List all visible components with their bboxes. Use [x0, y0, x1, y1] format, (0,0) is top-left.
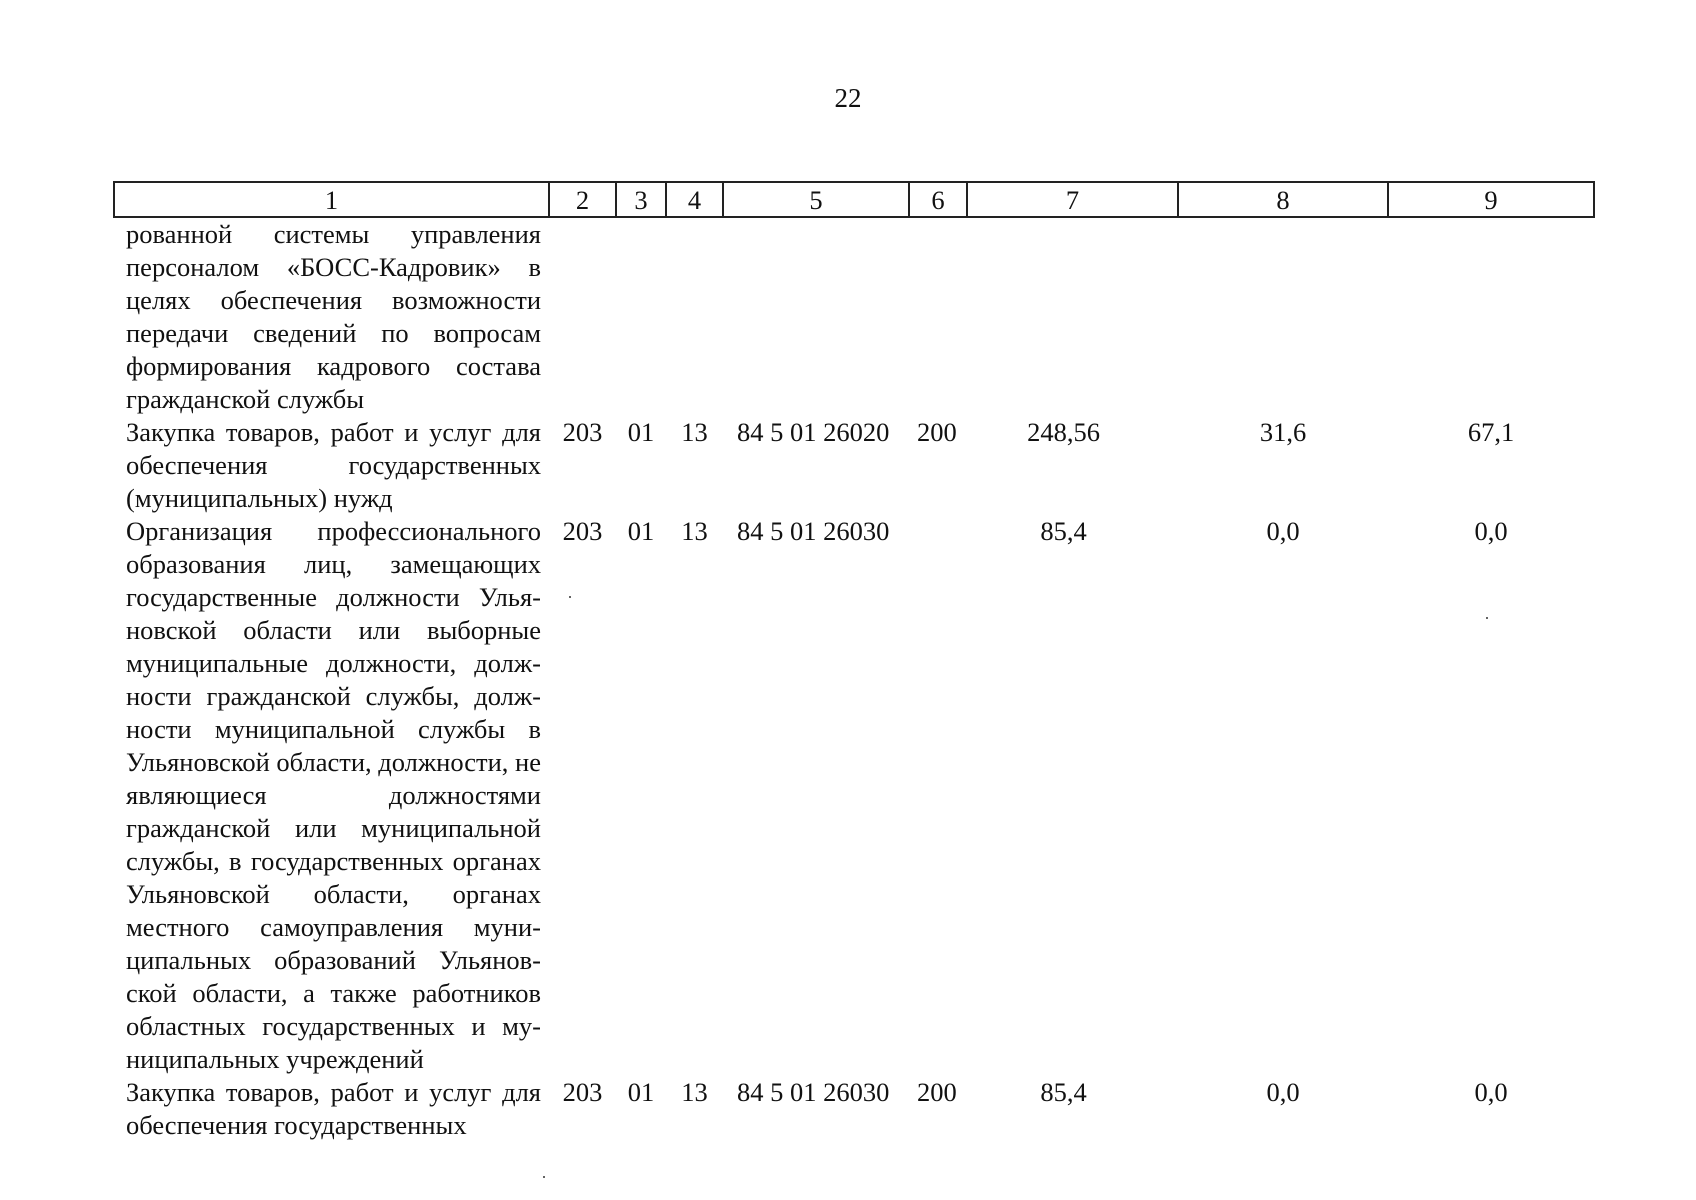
column-header-2: 2	[549, 182, 616, 217]
cell-section: 01	[627, 516, 655, 546]
column-header-4: 4	[666, 182, 723, 217]
cell-amount-col8: 31,6	[1259, 417, 1307, 447]
cell-section	[616, 217, 666, 416]
cell-target-article: 84 5 01 26030	[737, 516, 890, 546]
column-header-5: 5	[723, 182, 909, 217]
cell-amount-col9: 0,0	[1474, 1077, 1508, 1107]
row-description: Организация профессионального образования лиц, замещающих государственные должности Ульяновской области или выборные муниципальные должности, должности гражданской службы, должности муниципальной службы в Ульяновской области, должности, не являющиеся должностями гражданской или муниципальной службы, в государственных органах Ульяновской области, органах местного самоуправления муниципальных образований Ульяновской области, а также работников областных государственных и муниципальных учреждений	[126, 516, 541, 1074]
cell-amount-col7	[967, 217, 1178, 416]
cell-expense-type: 200	[917, 1077, 957, 1107]
cell-subsection: 13	[681, 417, 708, 447]
cell-expense-type: 200	[917, 417, 957, 447]
cell-amount-col9: 0,0	[1474, 516, 1508, 546]
table-header-row	[114, 182, 1594, 217]
table-row	[114, 515, 1594, 1076]
cell-admin-code: 203	[562, 1077, 603, 1107]
scan-speck	[543, 1176, 545, 1178]
scan-speck	[569, 596, 571, 598]
column-header-8: 8	[1178, 182, 1388, 217]
cell-amount-col8: 0,0	[1266, 1077, 1300, 1107]
cell-target-article: 84 5 01 26020	[737, 417, 890, 447]
row-description: Закупка товаров, работ и услуг для обеспечения государственных	[126, 1077, 541, 1140]
cell-admin-code: 203	[562, 516, 603, 546]
cell-subsection	[666, 217, 723, 416]
page-number: 22	[834, 83, 862, 113]
row-description: Закупка товаров, работ и услуг для обеспечения государственных (муниципальных) нужд	[126, 417, 541, 513]
cell-amount-col9: 67,1	[1467, 417, 1515, 447]
column-header-9: 9	[1388, 182, 1594, 217]
cell-amount-col8	[1178, 217, 1388, 416]
cell-amount-col8: 0,0	[1266, 516, 1300, 546]
cell-subsection: 13	[681, 1077, 708, 1107]
row-description: рованной системы управления персоналом «БОСС-Кадровик» в целях обеспечения возможности передачи сведений по вопросам формирования кадрового состава гражданской службы	[126, 219, 541, 414]
budget-table	[113, 181, 1595, 1142]
cell-section: 01	[627, 417, 655, 447]
column-header-1: 1	[114, 182, 549, 217]
column-header-3: 3	[616, 182, 666, 217]
cell-amount-col7: 85,4	[1040, 516, 1087, 546]
column-header-6: 6	[909, 182, 967, 217]
table-row	[114, 217, 1594, 416]
table-row	[114, 416, 1594, 515]
table-row	[114, 1076, 1594, 1142]
scan-speck	[1486, 617, 1488, 619]
column-header-7: 7	[967, 182, 1178, 217]
cell-target-article: 84 5 01 26030	[737, 1077, 890, 1107]
cell-subsection: 13	[681, 516, 708, 546]
cell-expense-type	[909, 515, 967, 1076]
cell-admin-code	[549, 217, 616, 416]
cell-target-article	[723, 217, 909, 416]
cell-amount-col9	[1388, 217, 1594, 416]
cell-expense-type	[909, 217, 967, 416]
cell-amount-col7: 85,4	[1040, 1077, 1087, 1107]
cell-amount-col7: 248,56	[1027, 417, 1100, 447]
cell-section: 01	[627, 1077, 655, 1107]
cell-admin-code: 203	[562, 417, 603, 447]
